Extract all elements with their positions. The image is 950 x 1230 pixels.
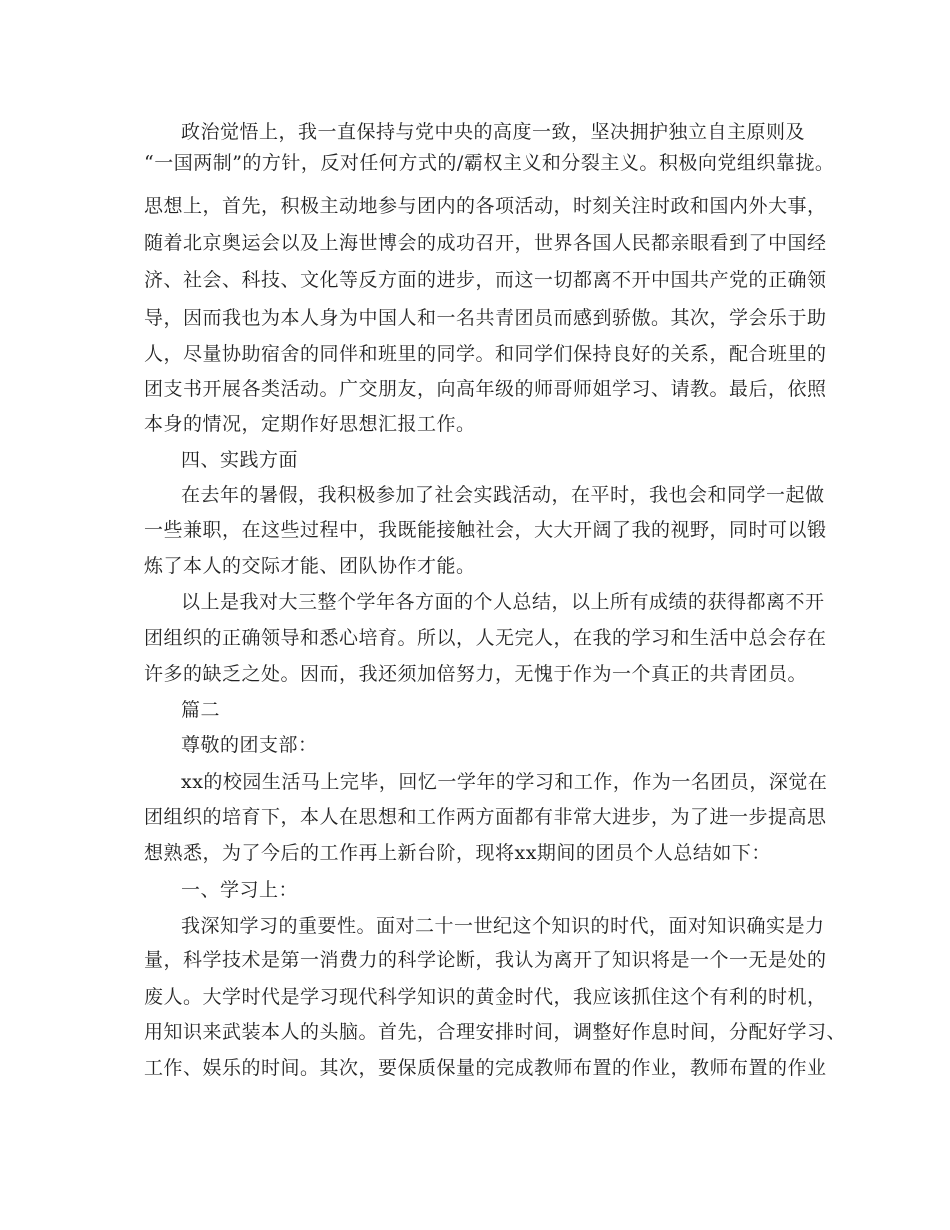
text-line: 废人。大学时代是学习现代科学知识的黄金时代，我应该抓住这个有利的时机， (144, 986, 827, 1008)
text-line: 随着北京奥运会以及上海世博会的成功召开，世界各国人民都亲眼看到了中国经 (144, 232, 827, 254)
text-line: 团组织的正确领导和悉心培育。所以，人无完人，在我的学习和生活中总会存在 (144, 627, 827, 649)
text-line: 以上是我对大三整个学年各方面的个人总结，以上所有成绩的获得都离不开 (181, 591, 825, 613)
text-line: 济、社会、科技、文化等反方面的进步，而这一切都离不开中国共产党的正确领 (144, 269, 827, 291)
text-line: 许多的缺乏之处。因而，我还须加倍努力，无愧于作为一个真正的共青团员。 (144, 663, 808, 685)
text-line: 一些兼职，在这些过程中，我既能接触社会，大大开阔了我的视野，同时可以锻 (144, 519, 827, 541)
text-line: 工作、娱乐的时间。其次，要保质保量的完成教师布置的作业，教师布置的作业 (144, 1057, 827, 1079)
text-line: 团组织的培育下，本人在思想和工作两方面都有非常大进步，为了进一步提高思 (144, 806, 827, 828)
text-line: 在去年的暑假，我积极参加了社会实践活动，在平时，我也会和同学一起做 (181, 484, 825, 506)
section-heading: 篇二 (181, 699, 221, 721)
text-line: 量，科学技术是第一消费力的科学论断，我认为离开了知识将是一个一无是处的 (144, 949, 827, 971)
text-line: 炼了本人的交际才能、团队协作才能。 (144, 555, 476, 577)
text-line: 思想上，首先，积极主动地参与团内的各项活动，时刻关注时政和国内外大事， (144, 195, 827, 217)
text-line: 用知识来武装本人的头脑。首先，合理安排时间，调整好作息时间，分配好学习、 (144, 1021, 847, 1043)
text-line: 政治觉悟上，我一直保持与党中央的高度一致，坚决拥护独立自主原则及 (181, 121, 806, 143)
text-line: 导，因而我也为本人身为中国人和一名共青团员而感到骄傲。其次，学会乐于助 (144, 307, 827, 329)
salutation: 尊敬的团支部： (181, 734, 318, 756)
text-line: 想熟悉，为了今后的工作再上新台阶，现将xx期间的团员个人总结如下： (144, 842, 771, 864)
section-heading: 一、学习上： (181, 879, 299, 901)
section-heading: 四、实践方面 (181, 449, 299, 471)
text-line: 本身的情况，定期作好思想汇报工作。 (144, 413, 476, 435)
text-line: 我深知学习的重要性。面对二十一世纪这个知识的时代，面对知识确实是力 (181, 915, 825, 937)
text-line: 人，尽量协助宿舍的同伴和班里的同学。和同学们保持良好的关系，配合班里的 (144, 343, 827, 365)
text-line: xx的校园生活马上完毕，回忆一学年的学习和工作，作为一名团员，深觉在 (181, 771, 828, 793)
text-line: “一国两制”的方针，反对任何方式的/霸权主义和分裂主义。积极向党组织靠拢。 (144, 152, 835, 174)
text-line: 团支书开展各类活动。广交朋友，向高年级的师哥师姐学习、请教。最后，依照 (144, 378, 827, 400)
